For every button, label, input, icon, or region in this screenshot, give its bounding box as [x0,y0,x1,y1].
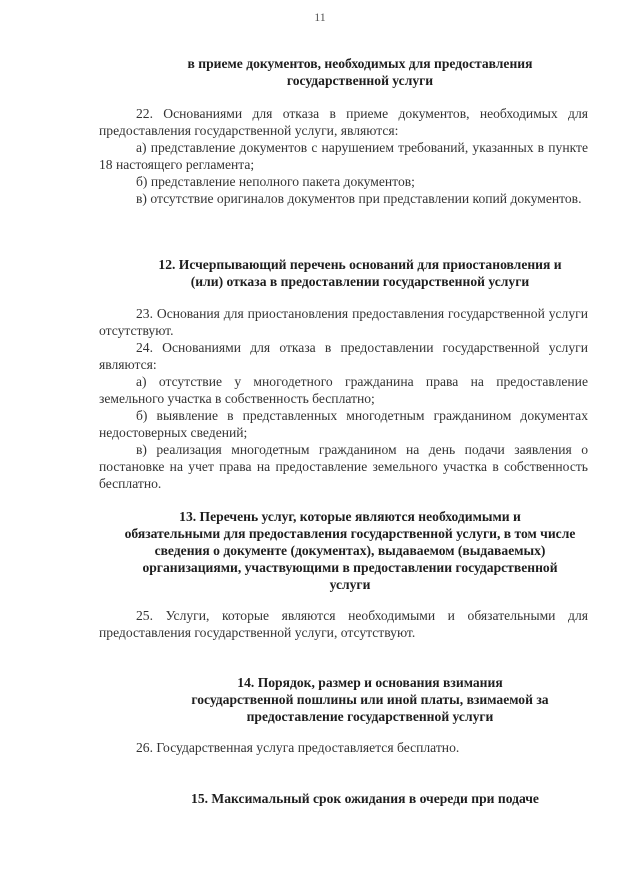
heading-line: (или) отказа в предоставлении государственной услуги [190,274,530,289]
section-heading [95,508,605,593]
heading-line: услуги [329,577,371,592]
paragraph: б) выявление в представленных многодетным гражданином документах недостоверных сведений; [99,408,588,440]
paragraph: 25. Услуги, которые являются необходимыми и обязательными для предоставления государственной услуги, отсутствуют. [99,608,588,640]
paragraph: в) реализация многодетным гражданином на день подачи заявления о постановке на учет права на предоставление земельного участка в собственность бесплатно. [99,442,588,491]
paragraph: 22. Основаниями для отказа в приеме документов, необходимых для предоставления государственной услуги, являются: [99,106,588,138]
heading-line: в приеме документов, необходимых для предоставления [187,56,533,71]
section-heading [120,55,600,89]
heading-line: 13. Перечень услуг, которые являются необходимыми и [179,509,521,524]
heading-line: 15. Максимальный срок ожидания в очереди при подаче [191,791,539,806]
section-heading [150,790,580,807]
paragraph: 23. Основания для приостановления предоставления государственной услуги отсутствуют. [99,306,588,338]
paragraph: 26. Государственная услуга предоставляется бесплатно. [136,740,460,755]
heading-line: 12. Исчерпывающий перечень оснований для приостановления и [158,257,562,272]
heading-line: организациями, участвующими в предоставлении государственной [142,560,558,575]
heading-line: сведения о документе (документах), выдаваемом (выдаваемых) [154,543,546,558]
paragraph: б) представление неполного пакета документов; [136,174,415,189]
paragraph: 24. Основаниями для отказа в предоставлении государственной услуги являются: [99,340,588,372]
section-heading [150,674,590,725]
heading-line: 14. Порядок, размер и основания взимания [237,675,503,690]
heading-line: государственной услуги [286,73,434,88]
heading-line: обязательными для предоставления государственной услуги, в том числе [124,526,576,541]
section-heading [120,256,600,290]
page-number: 11 [314,10,326,24]
paragraph: а) представление документов с нарушением требований, указанных в пункте 18 настоящего регламента; [99,140,588,172]
paragraph: в) отсутствие оригиналов документов при представлении копий документов. [136,191,582,206]
heading-line: предоставление государственной услуги [246,709,494,724]
heading-line: государственной пошлины или иной платы, взимаемой за [191,692,549,707]
paragraph: а) отсутствие у многодетного гражданина права на предоставление земельного участка в собственность бесплатно; [99,374,588,406]
